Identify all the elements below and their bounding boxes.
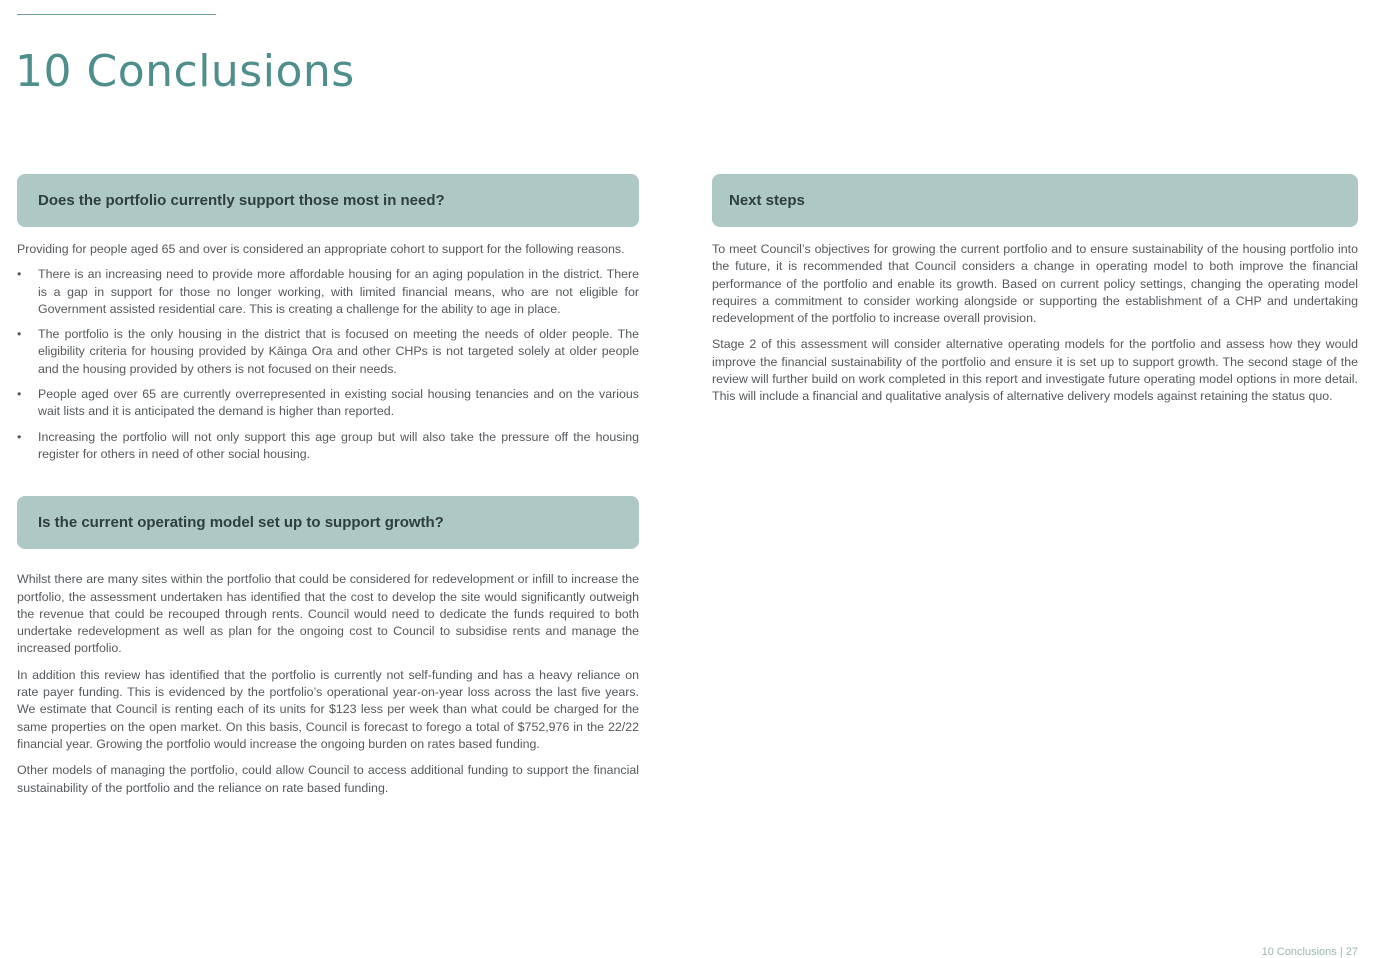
- support-body: [17, 241, 639, 463]
- bullet-item: [17, 266, 639, 318]
- bullet-text: There is an increasing need to provide more affordable housing for an aging population in the district. There is a gap in support for those no longer working, with limited financial means, who are not eligible for Government assisted residential care. This is creating a challenge for the ability to age in place.: [38, 267, 639, 316]
- bullet-text: Increasing the portfolio will not only support this age group but will also take the pressure off the housing register for others in need of other social housing.: [38, 429, 639, 461]
- right-column: [712, 174, 1358, 415]
- support-bullet-list: [17, 266, 639, 463]
- bullet-text: The portfolio is the only housing in the district that is focused on meeting the needs of older people. The eligibility criteria for housing provided by Kāinga Ora and other CHPs is not targeted solely at older people and the housing provided by others is not focused on their needs.: [38, 327, 639, 376]
- bullet-item: [17, 386, 639, 421]
- top-divider: [17, 14, 216, 15]
- bullet-dot-icon: •: [17, 387, 22, 402]
- bullet-text: People aged over 65 are currently overrepresented in existing social housing tenancies and on the various wait lists and it is anticipated the demand is higher than reported.: [38, 387, 639, 419]
- growth-section: [17, 496, 639, 797]
- growth-section-header: [17, 496, 639, 549]
- growth-paragraph: Other models of managing the portfolio, could allow Council to access additional funding to support the financial sustainability of the portfolio and the reliance on rate based funding.: [17, 763, 639, 795]
- bullet-item: [17, 429, 639, 464]
- left-column: [17, 174, 639, 806]
- page-title: 10 Conclusions: [15, 46, 355, 97]
- support-section-header: [17, 174, 639, 227]
- next-steps-heading: Next steps: [729, 192, 805, 209]
- support-heading: Does the portfolio currently support those most in need?: [38, 192, 445, 209]
- next-steps-paragraph: To meet Council’s objectives for growing the current portfolio and to ensure sustainability of the housing portfolio into the future, it is recommended that Council considers a change in operating model to both improve the financial performance of the portfolio and enable its growth. Based on current policy settings, changing the operating model requires a commitment to consider working alongside or supporting the establishment of a CHP and undertaking redevelopment of the portfolio to increase overall provision.: [712, 242, 1358, 326]
- bullet-dot-icon: •: [17, 327, 22, 342]
- next-steps-section-header: [712, 174, 1358, 227]
- support-section: [17, 174, 639, 463]
- support-intro: Providing for people aged 65 and over is considered an appropriate cohort to support for the following reasons.: [17, 242, 625, 256]
- growth-paragraph: In addition this review has identified that the portfolio is currently not self-funding and has a heavy reliance on rate payer funding. This is evidenced by the portfolio’s operational year-on-year loss across the last five years. We estimate that Council is renting each of its units for $123 less per week than what could be charged for the same properties on the open market. On this basis, Council is forecast to forego a total of $752,976 in the 22/22 financial year. Growing the portfolio would increase the ongoing burden on rates based funding.: [17, 667, 639, 751]
- page-footer: 10 Conclusions | 27: [1261, 946, 1358, 958]
- growth-paragraph: Whilst there are many sites within the portfolio that could be considered for redevelopment or infill to increase the portfolio, the assessment undertaken has identified that the cost to develop the site would significantly outweigh the revenue that could be recouped through rents. Council would need to dedicate the funds required to both undertake redevelopment as well as plan for the ongoing cost to Council to subsidise rents and manage the increased portfolio.: [17, 572, 639, 656]
- next-steps-body: [712, 241, 1358, 406]
- next-steps-paragraph: Stage 2 of this assessment will consider alternative operating models for the portfolio and assess how they would improve the financial sustainability of the portfolio and ensure it is set up to support growth. The second stage of the review will further build on work completed in this report and investigate future operating model options in more detail. This will include a financial and qualitative analysis of alternative delivery models against retaining the status quo.: [712, 337, 1358, 404]
- growth-heading: Is the current operating model set up to support growth?: [38, 514, 444, 532]
- next-steps-section: [712, 174, 1358, 406]
- bullet-item: [17, 326, 639, 378]
- bullet-dot-icon: •: [17, 267, 22, 282]
- bullet-dot-icon: •: [17, 429, 22, 444]
- growth-body: [17, 571, 639, 797]
